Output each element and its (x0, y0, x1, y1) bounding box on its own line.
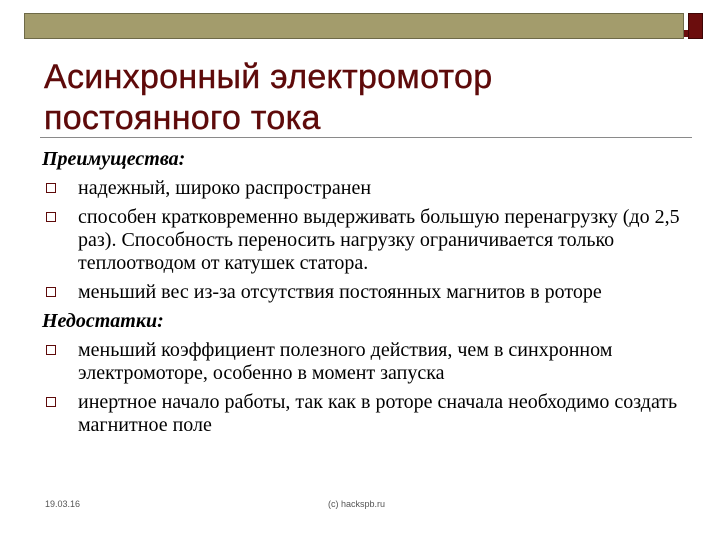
slide-title-line-1: Асинхронный электромотор (44, 58, 493, 96)
list-item-text: способен кратковременно выдерживать большую перенагрузку (до 2,5 раз). Способность переносить нагрузку ограничивается только теплоотводом от катушек статора. (78, 206, 680, 274)
list-item-text: меньший коэффициент полезного действия, чем в синхронном электромоторе, особенно в момент запуска (78, 339, 613, 384)
list-item (42, 206, 682, 275)
hollow-square-icon (46, 345, 56, 355)
title-divider (40, 137, 692, 138)
list-item-text: меньший вес из-за отсутствия постоянных магнитов в роторе (78, 281, 602, 303)
slide-title-line-2: постоянного тока (44, 99, 321, 137)
corner-square-icon (688, 13, 703, 39)
advantages-list (42, 177, 682, 304)
hollow-square-icon (46, 212, 56, 222)
list-item-text: инертное начало работы, так как в роторе сначала необходимо создать магнитное поле (78, 391, 678, 436)
list-item (42, 391, 682, 437)
hollow-square-icon (46, 397, 56, 407)
list-item (42, 339, 682, 385)
footer-source: (c) hackspb.ru (328, 499, 386, 509)
footer-date: 19.03.16 (45, 499, 81, 509)
list-item (42, 281, 682, 304)
disadvantages-list (42, 339, 682, 437)
hollow-square-icon (46, 183, 56, 193)
slide-body (42, 148, 682, 443)
slide-title (44, 57, 684, 139)
list-item (42, 177, 682, 200)
list-item-text: надежный, широко распространен (78, 177, 372, 199)
hollow-square-icon (46, 287, 56, 297)
advantages-heading: Преимущества: (42, 148, 186, 170)
top-decorative-bar (24, 13, 684, 39)
disadvantages-heading: Недостатки: (42, 310, 164, 332)
